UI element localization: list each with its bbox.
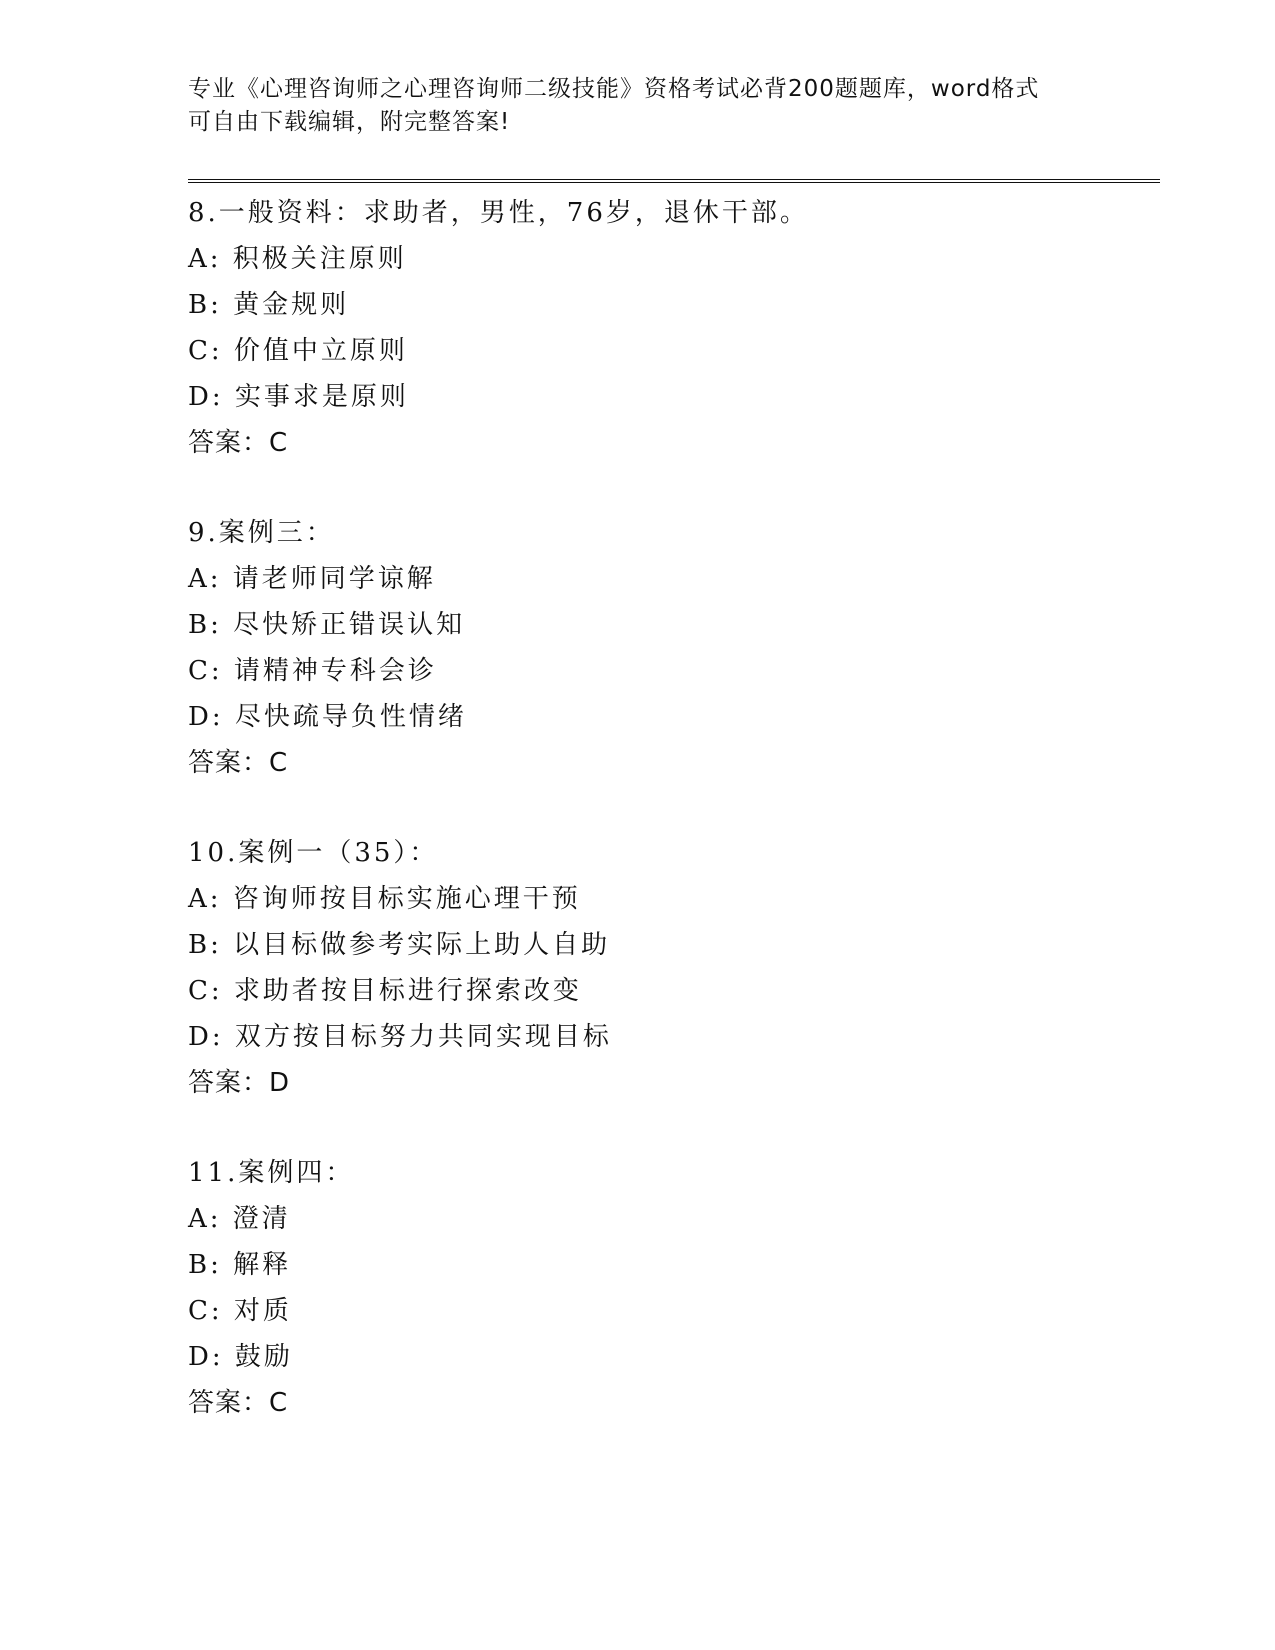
question-8 [188,190,1148,466]
option-c: C: 对质 [188,1296,292,1326]
option-a: A: 请老师同学谅解 [188,564,436,594]
option-a: A: 澄清 [188,1204,291,1234]
option-b: B: 解释 [188,1250,292,1280]
answer-label: 答案：C [188,1388,289,1418]
header-line-1: 专业《心理咨询师之心理咨询师二级技能》资格考试必背200题题库，word格式 [188,76,1040,102]
option-d: D: 实事求是原则 [188,382,409,412]
option-d: D: 双方按目标努力共同实现目标 [188,1022,612,1052]
question-list [188,190,1148,1470]
question-10 [188,830,1148,1106]
question-stem: 9.案例三： [188,518,335,548]
question-stem: 10.案例一（35）： [188,838,439,868]
answer-label: 答案：C [188,428,289,458]
answer-label: 答案：C [188,748,289,778]
question-stem: 8.一般资料：求助者，男性，76岁，退休干部。 [188,198,809,228]
header-line-2: 可自由下载编辑，附完整答案! [188,109,511,135]
option-c: C: 价值中立原则 [188,336,408,366]
question-stem: 11.案例四： [188,1158,355,1188]
option-a: A: 咨询师按目标实施心理干预 [188,884,581,914]
option-d: D: 尽快疏导负性情绪 [188,702,467,732]
option-b: B: 以目标做参考实际上助人自助 [188,930,611,960]
option-b: B: 黄金规则 [188,290,350,320]
option-d: D: 鼓励 [188,1342,293,1372]
document-header [188,73,1088,139]
option-b: B: 尽快矫正错误认知 [188,610,466,640]
option-c: C: 求助者按目标进行探索改变 [188,976,582,1006]
option-a: A: 积极关注原则 [188,244,407,274]
question-11 [188,1150,1148,1426]
answer-label: 答案：D [188,1068,291,1098]
option-c: C: 请精神专科会诊 [188,656,437,686]
header-divider [188,179,1160,183]
question-9 [188,510,1148,786]
